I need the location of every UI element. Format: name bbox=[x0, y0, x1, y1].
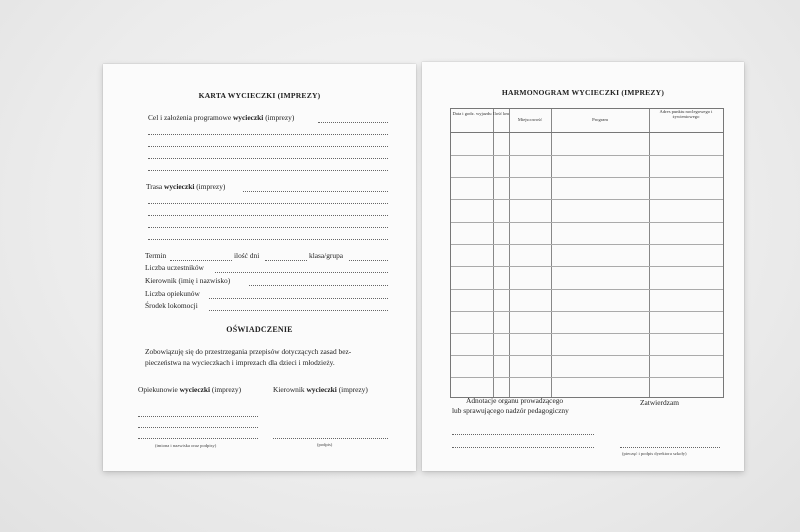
fill-line[interactable] bbox=[148, 170, 388, 171]
stamp-caption: (pieczęć i podpis dyrektora szkoły) bbox=[622, 451, 687, 456]
transport-label: Środek lokomocji bbox=[145, 301, 198, 310]
fill-line[interactable] bbox=[148, 134, 388, 135]
participants-label: Liczba uczestników bbox=[145, 263, 204, 272]
table-header-border bbox=[451, 132, 723, 133]
annotation-line[interactable] bbox=[452, 434, 594, 435]
column-divider bbox=[493, 109, 494, 397]
fill-line[interactable] bbox=[148, 239, 388, 240]
table-row[interactable] bbox=[451, 377, 723, 378]
column-header-place: Miejscowość bbox=[517, 117, 543, 122]
term-field[interactable] bbox=[170, 260, 232, 261]
fill-line[interactable] bbox=[148, 227, 388, 228]
column-divider bbox=[509, 109, 510, 397]
names-caption: (imiona i nazwiska oraz podpisy) bbox=[155, 443, 217, 448]
leader-signature-line[interactable] bbox=[273, 438, 388, 439]
leader-signature-label: Kierownik wycieczki (imprezy) bbox=[273, 385, 368, 394]
page-title: KARTA WYCIECZKI (IMPREZY) bbox=[198, 91, 321, 100]
table-row[interactable] bbox=[451, 177, 723, 178]
signature-caption: (podpis) bbox=[317, 442, 333, 447]
approve-signature-line[interactable] bbox=[620, 447, 720, 448]
page-title: HARMONOGRAM WYCIECZKI (IMPREZY) bbox=[501, 88, 665, 97]
term-label: Termin bbox=[145, 251, 167, 260]
declaration-text-line: Zobowiązuję się do przestrzegania przepisów dotyczących zasad bez- bbox=[145, 347, 352, 356]
fill-line[interactable] bbox=[148, 158, 388, 159]
column-divider bbox=[649, 109, 650, 397]
class-label: klasa/grupa bbox=[309, 251, 344, 260]
guardian-signature-line[interactable] bbox=[138, 438, 258, 439]
fill-line[interactable] bbox=[148, 215, 388, 216]
column-header-address: Adres punktu noclegowego i żywieniowego bbox=[659, 109, 713, 120]
fill-line[interactable] bbox=[148, 146, 388, 147]
table-row[interactable] bbox=[451, 199, 723, 200]
table-row[interactable] bbox=[451, 333, 723, 334]
table-row[interactable] bbox=[451, 266, 723, 267]
days-label: ilość dni bbox=[234, 251, 260, 260]
annotation-label: Adnotacje organu prowadzącego bbox=[466, 396, 564, 405]
transport-field[interactable] bbox=[209, 310, 388, 311]
table-row[interactable] bbox=[451, 244, 723, 245]
schedule-table bbox=[450, 108, 724, 398]
trip-schedule-page bbox=[422, 62, 744, 471]
guardian-signature-line[interactable] bbox=[138, 416, 258, 417]
days-field[interactable] bbox=[265, 260, 307, 261]
guardian-signature-line[interactable] bbox=[138, 427, 258, 428]
class-field[interactable] bbox=[349, 260, 388, 261]
annotation-line[interactable] bbox=[452, 447, 594, 448]
table-row[interactable] bbox=[451, 355, 723, 356]
column-header-km: Ilość km bbox=[493, 111, 509, 116]
fill-line[interactable] bbox=[243, 191, 388, 192]
table-row[interactable] bbox=[451, 311, 723, 312]
participants-field[interactable] bbox=[215, 272, 388, 273]
column-header-program: Program bbox=[592, 117, 608, 122]
route-label: Trasa wycieczki (imprezy) bbox=[146, 182, 226, 191]
leader-label: Kierownik (imię i nazwisko) bbox=[145, 276, 231, 285]
declaration-title: OŚWIADCZENIE bbox=[226, 325, 293, 334]
approve-label: Zatwierdzam bbox=[640, 398, 679, 407]
declaration-text-line: pieczeństwa na wycieczkach i imprezach dla dzieci i młodzieży. bbox=[145, 358, 335, 367]
column-header-date: Data i godz. wyjazdu bbox=[452, 111, 492, 116]
column-divider bbox=[551, 109, 552, 397]
table-row[interactable] bbox=[451, 222, 723, 223]
table-row[interactable] bbox=[451, 289, 723, 290]
goals-label: Cel i założenia programowe wycieczki (imprezy) bbox=[148, 113, 295, 122]
trip-card-page bbox=[103, 64, 416, 471]
fill-line[interactable] bbox=[148, 203, 388, 204]
guardians-signature-label: Opiekunowie wycieczki (imprezy) bbox=[138, 385, 242, 394]
guardians-field[interactable] bbox=[209, 298, 388, 299]
guardians-label: Liczba opiekunów bbox=[145, 289, 200, 298]
fill-line[interactable] bbox=[318, 122, 388, 123]
annotation-label: lub sprawującego nadzór pedagogiczny bbox=[452, 406, 569, 415]
table-row[interactable] bbox=[451, 155, 723, 156]
leader-field[interactable] bbox=[249, 285, 388, 286]
